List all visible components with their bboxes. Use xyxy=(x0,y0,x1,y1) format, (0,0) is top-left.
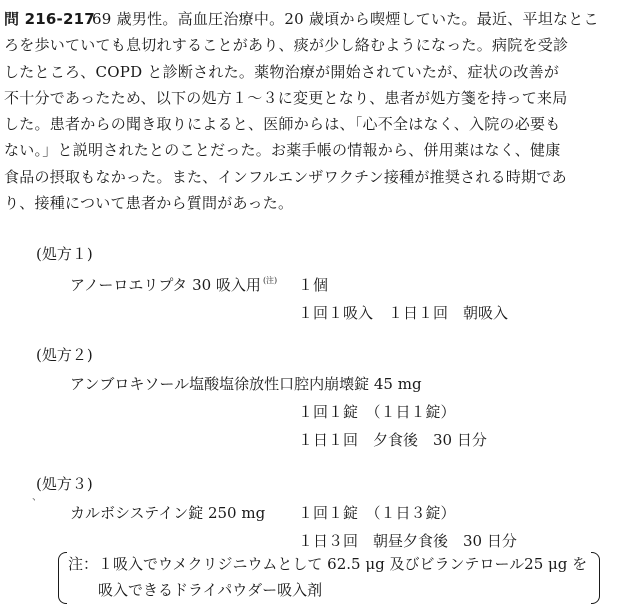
right-bracket xyxy=(591,552,600,604)
stray-mark: 、 xyxy=(32,492,42,503)
prescription-2-direction: １日１回 夕食後 30 日分 xyxy=(298,431,487,449)
drug-name: アノーロエリプタ 30 吸入用 xyxy=(70,276,261,294)
question-number: 問 216-217 xyxy=(4,10,95,28)
prescription-3-direction: １日３回 朝昼夕食後 30 日分 xyxy=(298,532,517,550)
stem-line: 不十分であったため、以下の処方１～３に変更となり、患者が処方箋を持って来局 xyxy=(4,88,568,107)
prescription-1-drug xyxy=(70,274,277,295)
stem-line: ない。」と説明されたとのことだった。お薬手帳の情報から、併用薬はなく、健康 xyxy=(4,141,561,160)
prescription-1-direction: １回１吸入 １日１回 朝吸入 xyxy=(298,304,509,322)
prescription-1-quantity: １個 xyxy=(298,276,329,294)
prescription-2-title: (処方２) xyxy=(36,346,93,364)
left-bracket xyxy=(58,552,67,604)
prescription-3-direction: １回１錠 （１日３錠） xyxy=(298,504,456,522)
prescription-3-drug: カルボシステイン錠 250 mg xyxy=(70,504,266,522)
question-stem xyxy=(4,6,614,216)
footnote-line: 注：１吸入でウメクリジニウムとして 62.5 μg 及びビランテロール25 μg を xyxy=(68,555,588,573)
prescription-2-drug: アンブロキソール塩酸塩徐放性口腔内崩壊錠 45 mg xyxy=(70,375,422,393)
stem-line: ろを歩いていても息切れすることがあり、痰が少し絡むようになった。病院を受診 xyxy=(4,36,569,55)
stem-line: したところ、COPD と診断された。薬物治療が開始されていたが、症状の改善が xyxy=(4,62,560,81)
stem-line: り、接種について患者から質問があった。 xyxy=(4,194,294,213)
footnote-line: 吸入できるドライパウダー吸入剤 xyxy=(98,581,323,599)
stem-line: 食品の摂取もなかった。また、インフルエンザワクチン接種が推奨される時期であ xyxy=(4,167,567,186)
note-reference-mark: (注) xyxy=(262,276,278,285)
footnote-box xyxy=(58,552,600,604)
stem-line: した。患者からの聞き取りによると、医師からは、「心不全はなく、入院の必要も xyxy=(4,115,561,134)
prescription-1-title: (処方１) xyxy=(36,245,93,263)
stem-line: 69 歳男性。高血圧治療中。20 歳頃から喫煙していた。最近、平坦なとこ xyxy=(92,10,599,28)
prescription-2-direction: １回１錠 （１日１錠） xyxy=(298,403,456,421)
prescription-3-title: (処方３) xyxy=(36,475,93,493)
